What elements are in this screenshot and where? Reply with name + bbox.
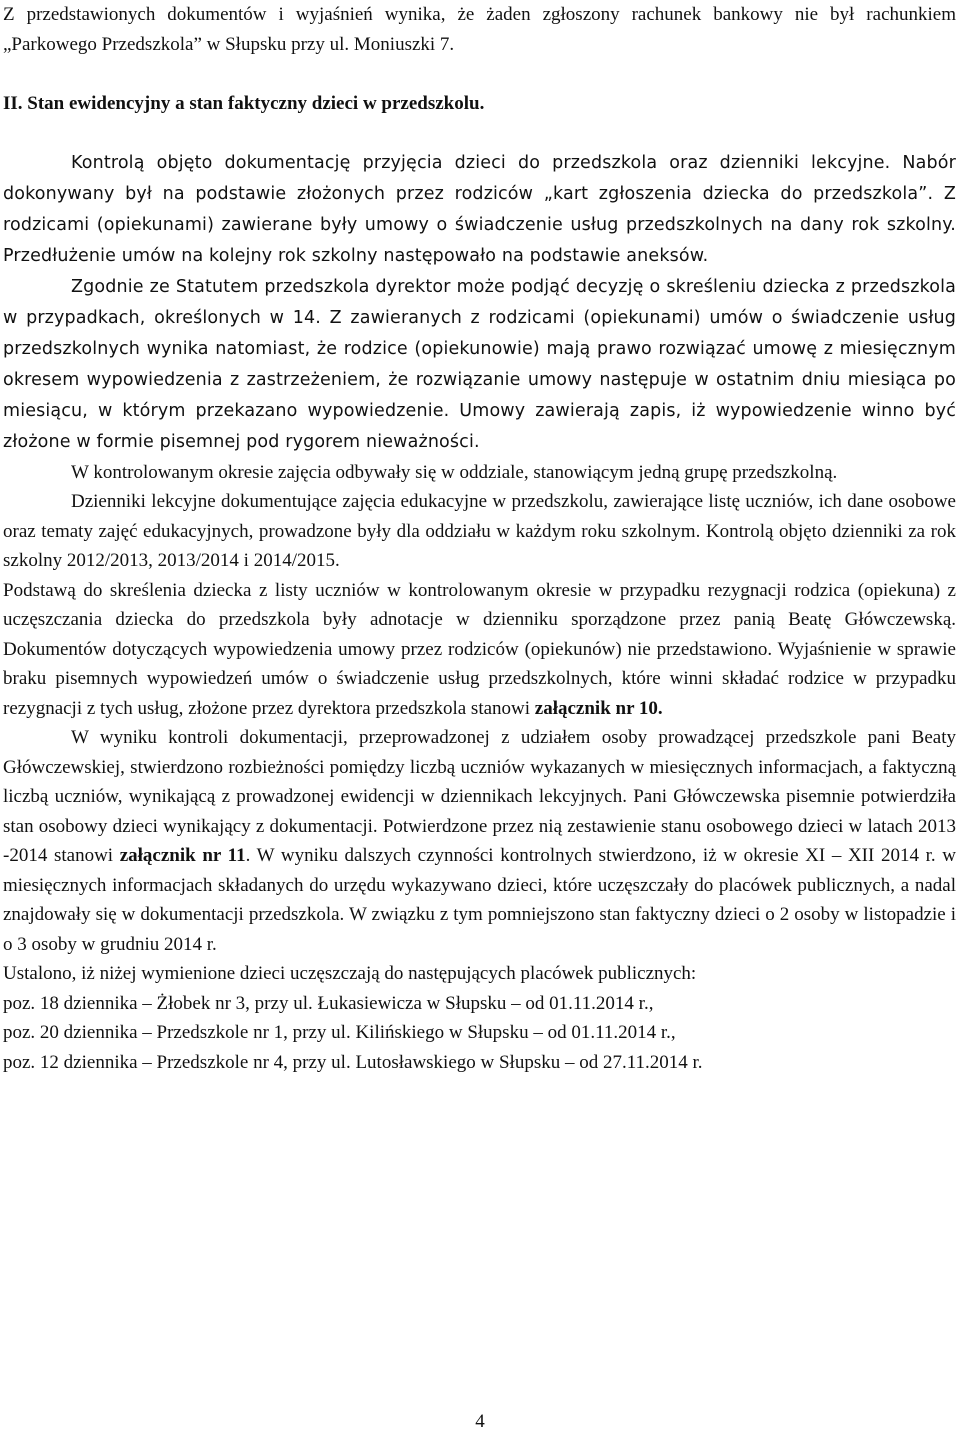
list-item: poz. 18 dziennika – Żłobek nr 3, przy ul. Łukasiewicza w Słupsku – od 01.11.2014 r., [3,992,654,1014]
section-heading: II. Stan ewidencyjny a stan faktyczny dzieci w przedszkolu. [3,93,485,114]
statute-paragraph: Zgodnie ze Statutem przedszkola dyrektor może podjąć decyzję o skreśleniu dziecka z przedszkola w przypadkach, określonych w 14. Z zawieranych z rodzicami (opiekunami) umów o świadczenie usług przedszkolnych wynika natomiast, że rodzice (opiekunowie) mają prawo rozwiązać umowę z miesięcznym okresem wypowiedzenia z zastrzeżeniem, że rozwiązanie umowy następuje w ostatnim dniu miesiąca po miesiącu, w którym przekazano wypowiedzenie. Umowy zawierają zapis, iż wypowiedzenie winno być złożone w formie pisemnej pod rygorem nieważności. [3,276,956,452]
journals-paragraph: Dzienniki lekcyjne dokumentujące zajęcia edukacyjne w przedszkolu, zawierające listę uczniów, ich dane osobowe oraz tematy zajęć edukacyjnych, prowadzone były dla oddziału w każdym roku szkolnym. Kontrolą objęto dzienniki za rok szkolny 2012/2013, 2013/2014 i 2014/2015. [3,491,956,571]
intro-paragraph: Z przedstawionych dokumentów i wyjaśnień wynika, że żaden zgłoszony rachunek bankowy nie był rachunkiem „Parkowego Przedszkola” w Słupsku przy ul. Moniuszki 7. [3,4,956,55]
group-paragraph: W kontrolowanym okresie zajęcia odbywały się w oddziale, stanowiącym jedną grupę przedszkolną. [71,461,838,483]
attachment-11-label: załącznik nr 11 [119,845,246,866]
document-page [3,0,956,1077]
list-item: poz. 12 dziennika – Przedszkole nr 4, przy ul. Lutosławskiego w Słupsku – od 27.11.2014 r. [3,1051,703,1073]
attachment-10-label: załącznik nr 10. [534,697,663,719]
result-text-a: W wyniku kontroli dokumentacji, przeprowadzonej z udziałem osoby prowadzącej przedszkole pani Beaty Główczewskiej, stwierdzono rozbieżności pomiędzy liczbą uczniów wykazanych w miesięcznych informacjach, a faktyczną liczbą uczniów, wynikającą z prowadzonej ewidencji w dziennikach lekcyjnych. Pani Główczewska pisemnie potwierdziła stan osobowy dzieci wynikający z dokumentacji. Potwierdzone przez nią zestawienie stanu osobowego dzieci w latach 2013 -2014 stanowi [3,727,956,866]
result-text-b: . W wyniku dalszych czynności kontrolnych stwierdzono, iż w okresie XI – XII 2014 r. w miesięcznych informacjach składanych do urzędu wykazywano dzieci, które uczęszczały do placówek publicznych, a nadal znajdowały się w dokumentacji przedszkola. W związku z tym pomniejszono stan faktyczny dzieci o 2 osoby w listopadzie i o 3 osoby w grudniu 2014 r. [3,845,956,955]
list-item: poz. 20 dziennika – Przedszkole nr 1, przy ul. Kilińskiego w Słupsku – od 01.11.2014 r., [3,1022,676,1043]
control-paragraph: Kontrolą objęto dokumentację przyjęcia dzieci do przedszkola oraz dzienniki lekcyjne. Nabór dokonywany był na podstawie złożonych przez rodziców „kart zgłoszenia dziecka do przedszkola”. Z rodzicami (opiekunami) zawierane były umowy o świadczenie usług przedszkolnych na dany rok szkolny. Przedłużenie umów na kolejny rok szkolny następowało na podstawie aneksów. [3,152,956,266]
control-block [3,148,956,458]
page-number: 4 [475,1411,485,1432]
list-intro: Ustalono, iż niżej wymienione dzieci uczęszczają do następujących placówek publicznych: [3,963,697,984]
result-paragraph [3,723,956,959]
basis-paragraph [3,576,956,724]
basis-text: Podstawą do skreślenia dziecka z listy uczniów w kontrolowanym okresie w przypadku rezygnacji rodzica (opiekuna) z uczęszczania dziecka do przedszkola były adnotacje w dzienniku sporządzone przez panią Beatę Główczewską. Dokumentów dotyczących wypowiedzenia umowy przez rodziców (opiekunów) nie przedstawiono. Wyjaśnienie w sprawie braku pisemnych wypowiedzeń umów o świadczenie usług przedszkolnych, które winni składać rodzice w przypadku rezygnacji z tych usług, złożone przez dyrektora przedszkola stanowi [3,579,956,719]
